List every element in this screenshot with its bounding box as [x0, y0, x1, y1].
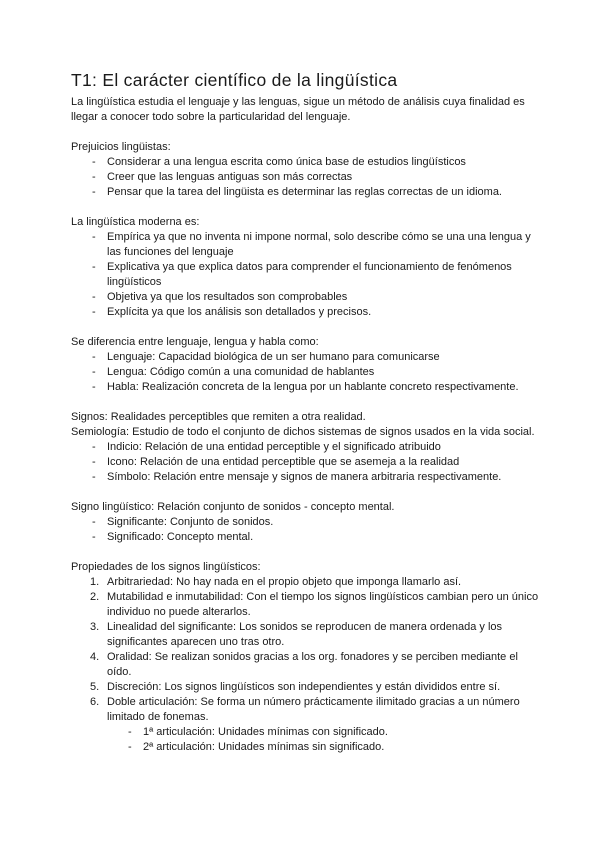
list-item — [71, 695, 541, 725]
list-item: - Lenguaje: Capacidad biológica de un ser humano para comunicarse — [71, 350, 541, 365]
list-item: - Icono: Relación de una entidad perceptible que se asemeja a la realidad — [71, 455, 541, 470]
list-item — [71, 650, 541, 680]
prejuicios-heading: Prejuicios lingüistas: — [71, 141, 171, 153]
list-item-text: Mutabilidad e inmutabilidad: Con el tiempo los signos lingüísticos cambian pero un único individuo no puede alterarlos. — [107, 591, 539, 618]
list-item: - 1ª articulación: Unidades mínimas con significado. — [71, 725, 541, 740]
semiologia-definition: Semiología: Estudio de todo el conjunto de dichos sistemas de signos usados en la vida social. — [71, 426, 535, 438]
list-item-text: Discreción: Los signos lingüísticos son independientes y están divididos entre sí. — [107, 681, 501, 693]
list-item: - Significado: Concepto mental. — [71, 530, 541, 545]
moderna-heading: La lingüística moderna es: — [71, 216, 200, 228]
list-item: - Habla: Realización concreta de la lengua por un hablante concreto respectivamente. — [71, 380, 541, 395]
list-item: - Símbolo: Relación entre mensaje y signos de manera arbitraria respectivamente. — [71, 470, 541, 485]
moderna-list — [71, 230, 541, 320]
list-item-text: Oralidad: Se realizan sonidos gracias a los org. fonadores y se perciben mediante el oído. — [107, 651, 518, 678]
intro-paragraph: La lingüística estudia el lenguaje y las lenguas, sigue un método de análisis cuya finalidad es llegar a conocer todo sobre la particularidad del lenguaje. — [71, 96, 525, 123]
signo-linguistico-heading: Signo lingüístico: Relación conjunto de sonidos - concepto mental. — [71, 501, 395, 513]
list-number: 1. — [90, 576, 100, 588]
list-item: - Empírica ya que no inventa ni impone normal, solo describe cómo se una una lengua y las funciones del lenguaje — [71, 230, 541, 260]
list-item — [71, 680, 541, 695]
prejuicios-list — [71, 155, 541, 200]
list-item: - Explícita ya que los análisis son detallados y precisos. — [71, 305, 541, 320]
list-item-text: Arbitrariedad: No hay nada en el propio objeto que imponga llamarlo así. — [107, 576, 462, 588]
list-number: 6. — [90, 696, 100, 708]
list-item — [71, 590, 541, 620]
list-number: 3. — [90, 621, 100, 633]
list-item: - Pensar que la tarea del lingüista es determinar las reglas correctas de un idioma. — [71, 185, 541, 200]
diferencia-list — [71, 350, 541, 395]
propiedades-list — [71, 575, 541, 725]
list-item-text: Linealidad del significante: Los sonidos se reproducen de manera ordenada y los significantes aparecen uno tras otro. — [107, 621, 503, 648]
signos-definition: Signos: Realidades perceptibles que remiten a otra realidad. — [71, 411, 366, 423]
signos-list — [71, 440, 541, 485]
list-item: - Indicio: Relación de una entidad perceptible y el significado atribuido — [71, 440, 541, 455]
list-item: - Significante: Conjunto de sonidos. — [71, 515, 541, 530]
page-title: T1: El carácter científico de la lingüística — [71, 70, 398, 90]
list-item: - Explicativa ya que explica datos para comprender el funcionamiento de fenómenos lingüísticos — [71, 260, 541, 290]
list-number: 2. — [90, 591, 100, 603]
list-item: - Objetiva ya que los resultados son comprobables — [71, 290, 541, 305]
list-number: 4. — [90, 651, 100, 663]
signo-linguistico-list — [71, 515, 541, 545]
list-item: - 2ª articulación: Unidades mínimas sin significado. — [71, 740, 541, 755]
list-item: - Lengua: Código común a una comunidad de hablantes — [71, 365, 541, 380]
list-item: - Considerar a una lengua escrita como única base de estudios lingüísticos — [71, 155, 541, 170]
document-body — [71, 95, 541, 755]
list-item-text: Doble articulación: Se forma un número prácticamente ilimitado gracias a un número limitado de fonemas. — [107, 696, 520, 723]
list-item: - Creer que las lenguas antiguas son más correctas — [71, 170, 541, 185]
list-item — [71, 575, 541, 590]
propiedades-heading: Propiedades de los signos lingüísticos: — [71, 561, 261, 573]
articulacion-sublist — [71, 725, 541, 755]
diferencia-heading: Se diferencia entre lenguaje, lengua y habla como: — [71, 336, 319, 348]
list-number: 5. — [90, 681, 100, 693]
list-item — [71, 620, 541, 650]
